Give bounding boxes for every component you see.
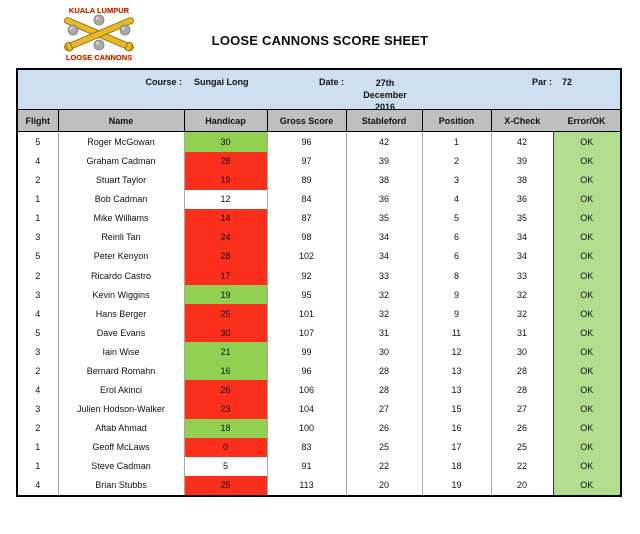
flight-cell: 2	[18, 419, 58, 438]
position-cell: 5	[422, 209, 491, 228]
stableford-cell: 31	[346, 323, 422, 342]
flight-cell: 2	[18, 171, 58, 190]
results-table	[18, 110, 620, 495]
table-row	[18, 132, 620, 152]
x-check-cell: 25	[491, 438, 553, 457]
name-cell: Iain Wise	[58, 342, 184, 361]
status-cell: OK	[553, 419, 620, 438]
position-cell: 6	[422, 228, 491, 247]
handicap-cell: 26	[184, 380, 267, 399]
status-cell: OK	[553, 285, 620, 304]
stableford-cell: 35	[346, 209, 422, 228]
col-header-name: Name	[58, 110, 184, 132]
position-cell: 4	[422, 190, 491, 209]
handicap-cell: 25	[184, 304, 267, 323]
col-header-flight: Flight	[18, 110, 58, 132]
position-cell: 16	[422, 419, 491, 438]
table-row	[18, 285, 620, 304]
flight-cell: 1	[18, 457, 58, 476]
table-row	[18, 400, 620, 419]
date-line-1: 27th	[375, 78, 395, 88]
status-cell: OK	[553, 380, 620, 399]
flight-cell: 2	[18, 266, 58, 285]
par-value: 72	[562, 77, 573, 87]
gross-score-cell: 96	[267, 361, 346, 380]
x-check-cell: 27	[491, 400, 553, 419]
score-table-body	[18, 132, 620, 496]
col-header-error-ok: Error/OK	[553, 110, 620, 132]
handicap-cell: 12	[184, 190, 267, 209]
position-cell: 2	[422, 152, 491, 171]
score-sheet-table	[16, 68, 622, 497]
name-cell: Roger McGowan	[58, 132, 184, 152]
course-value: Sungai Long	[194, 77, 249, 87]
flight-cell: 3	[18, 228, 58, 247]
table-row	[18, 304, 620, 323]
table-row	[18, 266, 620, 285]
handicap-cell: 23	[184, 400, 267, 419]
info-header-row	[18, 70, 620, 110]
position-cell: 18	[422, 457, 491, 476]
position-cell: 13	[422, 380, 491, 399]
gross-score-cell: 102	[267, 247, 346, 266]
col-header-stableford: Stableford	[346, 110, 422, 132]
position-cell: 9	[422, 285, 491, 304]
position-cell: 19	[422, 476, 491, 495]
table-row	[18, 457, 620, 476]
handicap-cell: 19	[184, 171, 267, 190]
status-cell: OK	[553, 400, 620, 419]
status-cell: OK	[553, 304, 620, 323]
handicap-cell: 18	[184, 419, 267, 438]
gross-score-cell: 97	[267, 152, 346, 171]
stableford-cell: 33	[346, 266, 422, 285]
x-check-cell: 28	[491, 361, 553, 380]
table-row	[18, 247, 620, 266]
gross-score-cell: 107	[267, 323, 346, 342]
gross-score-cell: 95	[267, 285, 346, 304]
handicap-cell: 17	[184, 266, 267, 285]
status-cell: OK	[553, 171, 620, 190]
stableford-cell: 39	[346, 152, 422, 171]
handicap-cell: 24	[184, 228, 267, 247]
x-check-cell: 30	[491, 342, 553, 361]
gross-score-cell: 113	[267, 476, 346, 495]
table-row	[18, 380, 620, 399]
par-label: Par :	[531, 77, 552, 87]
date-label: Date :	[318, 77, 344, 87]
table-row	[18, 228, 620, 247]
flight-cell: 5	[18, 132, 58, 152]
logo-top-text: KUALA LUMPUR	[68, 6, 130, 15]
name-cell: Reinli Tan	[58, 228, 184, 247]
handicap-cell: 16	[184, 361, 267, 380]
handicap-cell: 0	[184, 438, 267, 457]
table-row	[18, 190, 620, 209]
position-cell: 11	[422, 323, 491, 342]
x-check-cell: 34	[491, 228, 553, 247]
handicap-cell: 5	[184, 457, 267, 476]
stableford-cell: 38	[346, 171, 422, 190]
handicap-cell: 25	[184, 476, 267, 495]
status-cell: OK	[553, 152, 620, 171]
table-row	[18, 152, 620, 171]
gross-score-cell: 92	[267, 266, 346, 285]
name-cell: Peter Kenyon	[58, 247, 184, 266]
stableford-cell: 22	[346, 457, 422, 476]
name-cell: Brian Stubbs	[58, 476, 184, 495]
handicap-cell: 19	[184, 285, 267, 304]
x-check-cell: 32	[491, 304, 553, 323]
name-cell: Ricardo Castro	[58, 266, 184, 285]
gross-score-cell: 98	[267, 228, 346, 247]
table-row	[18, 438, 620, 457]
name-cell: Bob Cadman	[58, 190, 184, 209]
status-cell: OK	[553, 266, 620, 285]
x-check-cell: 28	[491, 380, 553, 399]
x-check-cell: 32	[491, 285, 553, 304]
position-cell: 6	[422, 247, 491, 266]
status-cell: OK	[553, 190, 620, 209]
logo-bottom-text: LOOSE CANNONS	[65, 53, 133, 62]
handicap-cell: 28	[184, 152, 267, 171]
name-cell: Erol Akinci	[58, 380, 184, 399]
stableford-cell: 42	[346, 132, 422, 152]
gross-score-cell: 83	[267, 438, 346, 457]
name-cell: Steve Cadman	[58, 457, 184, 476]
status-cell: OK	[553, 323, 620, 342]
x-check-cell: 22	[491, 457, 553, 476]
position-cell: 17	[422, 438, 491, 457]
date-line-3: 2016	[374, 102, 396, 112]
stableford-cell: 34	[346, 247, 422, 266]
stableford-cell: 27	[346, 400, 422, 419]
x-check-cell: 35	[491, 209, 553, 228]
flight-cell: 3	[18, 400, 58, 419]
stableford-cell: 20	[346, 476, 422, 495]
gross-score-cell: 104	[267, 400, 346, 419]
date-value	[346, 77, 424, 113]
x-check-cell: 42	[491, 132, 553, 152]
gross-score-cell: 87	[267, 209, 346, 228]
stableford-cell: 34	[346, 228, 422, 247]
handicap-cell: 30	[184, 132, 267, 152]
stableford-cell: 26	[346, 419, 422, 438]
col-header-position: Position	[422, 110, 491, 132]
handicap-cell: 28	[184, 247, 267, 266]
table-row	[18, 171, 620, 190]
col-header-x-check: X-Check	[491, 110, 553, 132]
position-cell: 8	[422, 266, 491, 285]
status-cell: OK	[553, 457, 620, 476]
col-header-handicap: Handicap	[184, 110, 267, 132]
column-header-row	[18, 110, 620, 132]
name-cell: Mike Williams	[58, 209, 184, 228]
table-row	[18, 342, 620, 361]
gross-score-cell: 96	[267, 132, 346, 152]
stableford-cell: 25	[346, 438, 422, 457]
stableford-cell: 36	[346, 190, 422, 209]
stableford-cell: 28	[346, 361, 422, 380]
date-line-2: December	[363, 90, 407, 100]
table-row	[18, 209, 620, 228]
name-cell: Geoff McLaws	[58, 438, 184, 457]
x-check-cell: 26	[491, 419, 553, 438]
status-cell: OK	[553, 438, 620, 457]
table-row	[18, 361, 620, 380]
flight-cell: 1	[18, 209, 58, 228]
flight-cell: 3	[18, 285, 58, 304]
flight-cell: 5	[18, 323, 58, 342]
name-cell: Stuart Taylor	[58, 171, 184, 190]
x-check-cell: 36	[491, 190, 553, 209]
status-cell: OK	[553, 247, 620, 266]
status-cell: OK	[553, 209, 620, 228]
name-cell: Bernard Romahn	[58, 361, 184, 380]
name-cell: Graham Cadman	[58, 152, 184, 171]
handicap-cell: 14	[184, 209, 267, 228]
name-cell: Julien Hodson-Walker	[58, 400, 184, 419]
position-cell: 12	[422, 342, 491, 361]
status-cell: OK	[553, 342, 620, 361]
page-title: LOOSE CANNONS SCORE SHEET	[211, 33, 429, 48]
flight-cell: 5	[18, 247, 58, 266]
x-check-cell: 34	[491, 247, 553, 266]
position-cell: 13	[422, 361, 491, 380]
handicap-cell: 30	[184, 323, 267, 342]
flight-cell: 1	[18, 190, 58, 209]
x-check-cell: 39	[491, 152, 553, 171]
status-cell: OK	[553, 228, 620, 247]
table-row	[18, 476, 620, 495]
x-check-cell: 20	[491, 476, 553, 495]
flight-cell: 2	[18, 361, 58, 380]
flight-cell: 1	[18, 438, 58, 457]
name-cell: Kevin Wiggins	[58, 285, 184, 304]
x-check-cell: 38	[491, 171, 553, 190]
table-row	[18, 419, 620, 438]
flight-cell: 4	[18, 380, 58, 399]
stableford-cell: 30	[346, 342, 422, 361]
gross-score-cell: 99	[267, 342, 346, 361]
gross-score-cell: 100	[267, 419, 346, 438]
stableford-cell: 32	[346, 285, 422, 304]
gross-score-cell: 91	[267, 457, 346, 476]
status-cell: OK	[553, 476, 620, 495]
stableford-cell: 28	[346, 380, 422, 399]
x-check-cell: 33	[491, 266, 553, 285]
gross-score-cell: 106	[267, 380, 346, 399]
flight-cell: 4	[18, 152, 58, 171]
flight-cell: 3	[18, 342, 58, 361]
handicap-cell: 21	[184, 342, 267, 361]
flight-cell: 4	[18, 304, 58, 323]
position-cell: 9	[422, 304, 491, 323]
position-cell: 15	[422, 400, 491, 419]
status-cell: OK	[553, 361, 620, 380]
name-cell: Aftab Ahmad	[58, 419, 184, 438]
course-label: Course :	[145, 77, 182, 87]
position-cell: 3	[422, 171, 491, 190]
x-check-cell: 31	[491, 323, 553, 342]
status-cell: OK	[553, 132, 620, 152]
table-row	[18, 323, 620, 342]
gross-score-cell: 84	[267, 190, 346, 209]
position-cell: 1	[422, 132, 491, 152]
gross-score-cell: 89	[267, 171, 346, 190]
col-header-gross-score: Gross Score	[267, 110, 346, 132]
name-cell: Hans Berger	[58, 304, 184, 323]
flight-cell: 4	[18, 476, 58, 495]
gross-score-cell: 101	[267, 304, 346, 323]
name-cell: Dave Evans	[58, 323, 184, 342]
stableford-cell: 32	[346, 304, 422, 323]
